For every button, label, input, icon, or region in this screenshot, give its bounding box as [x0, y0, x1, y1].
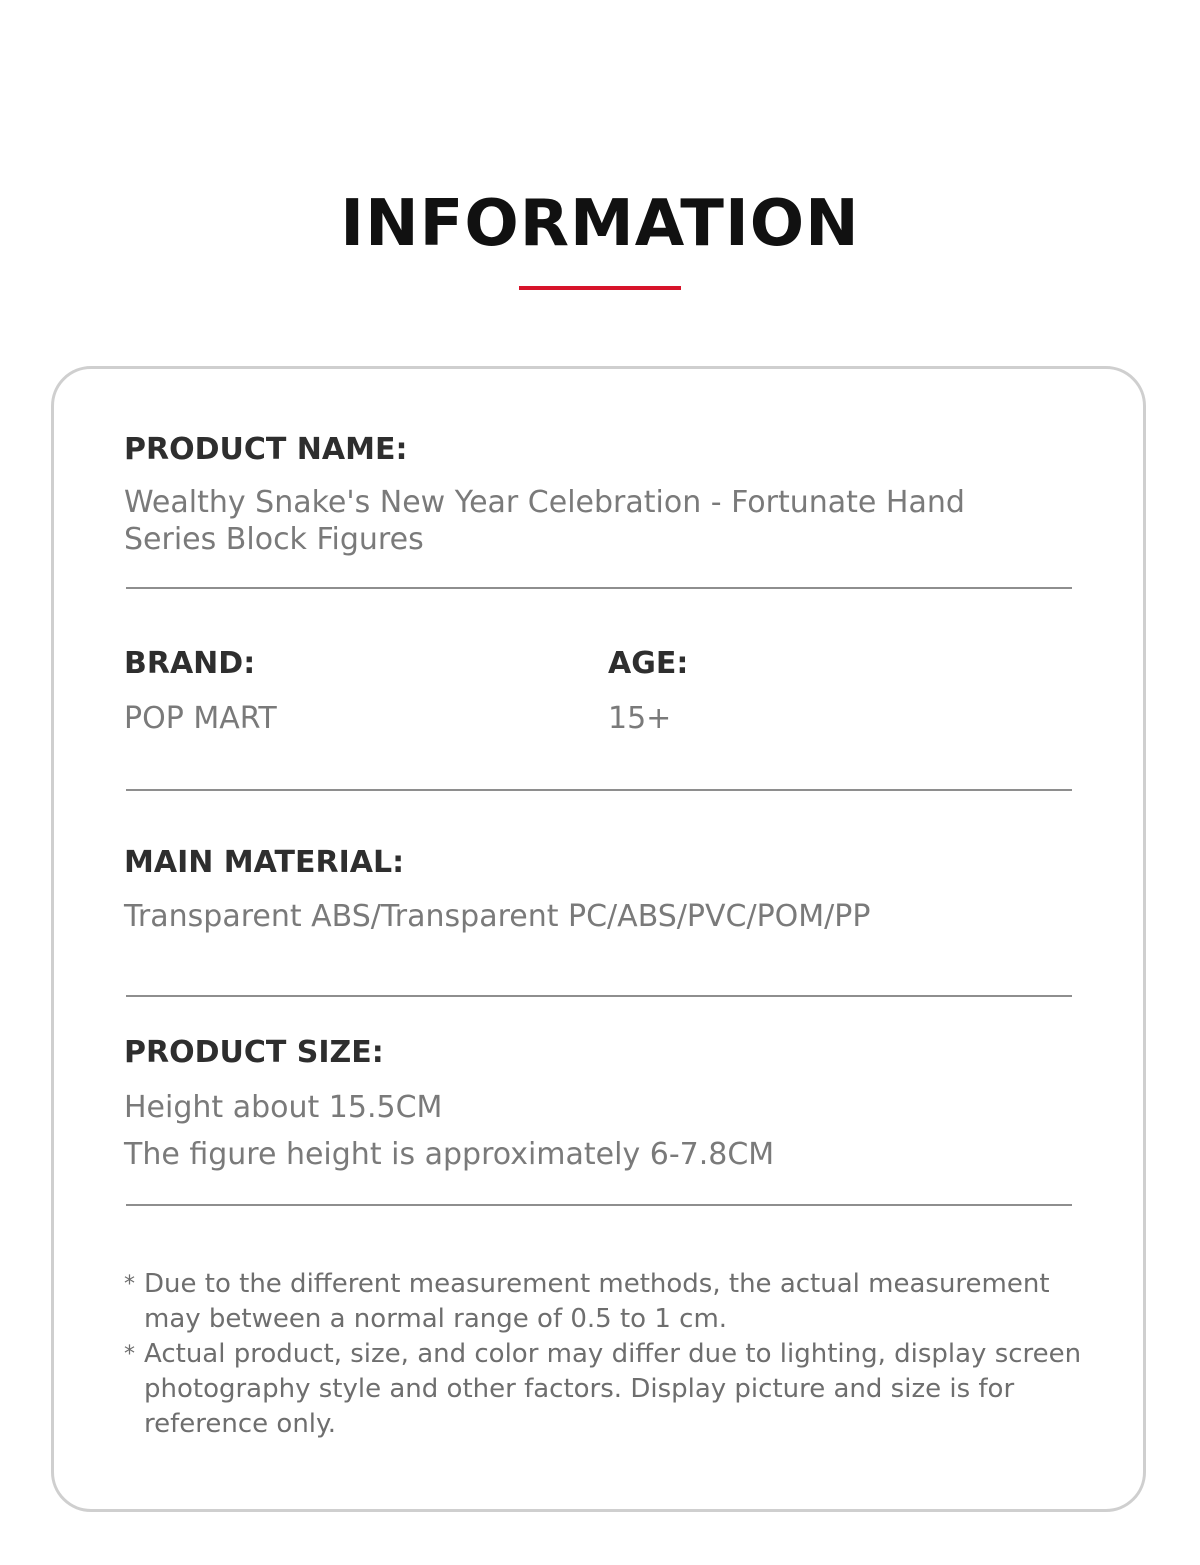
- divider: [126, 995, 1072, 997]
- page-title: INFORMATION: [340, 187, 860, 261]
- note-item: [124, 1267, 1094, 1337]
- note-item: [124, 1337, 1094, 1442]
- age-label: AGE:: [608, 646, 689, 681]
- brand-label: BRAND:: [124, 646, 256, 681]
- note-text: Due to the different measurement methods, the actual measurement may between a normal range of 0.5 to 1 cm.: [144, 1269, 1050, 1334]
- asterisk-icon: *: [124, 1272, 135, 1297]
- divider: [126, 587, 1072, 589]
- product-size-value-line2: The figure height is approximately 6-7.8CM: [124, 1137, 775, 1172]
- divider: [126, 1204, 1072, 1206]
- brand-value: POP MART: [124, 701, 277, 736]
- note-text: Actual product, size, and color may differ due to lighting, display screen photography style and other factors. Display picture and size is for reference only.: [144, 1339, 1082, 1439]
- product-size-label: PRODUCT SIZE:: [124, 1035, 384, 1070]
- product-size-value-line1: Height about 15.5CM: [124, 1090, 443, 1125]
- age-value: 15+: [608, 701, 672, 736]
- title-underline: [519, 286, 681, 290]
- product-name-value-line2: Series Block Figures: [124, 522, 424, 557]
- product-name-label: PRODUCT NAME:: [124, 432, 408, 467]
- divider: [126, 789, 1072, 791]
- asterisk-icon: *: [124, 1342, 135, 1367]
- product-name-value-line1: Wealthy Snake's New Year Celebration - Fortunate Hand: [124, 485, 965, 520]
- main-material-label: MAIN MATERIAL:: [124, 845, 405, 880]
- main-material-value: Transparent ABS/Transparent PC/ABS/PVC/POM/PP: [124, 899, 871, 934]
